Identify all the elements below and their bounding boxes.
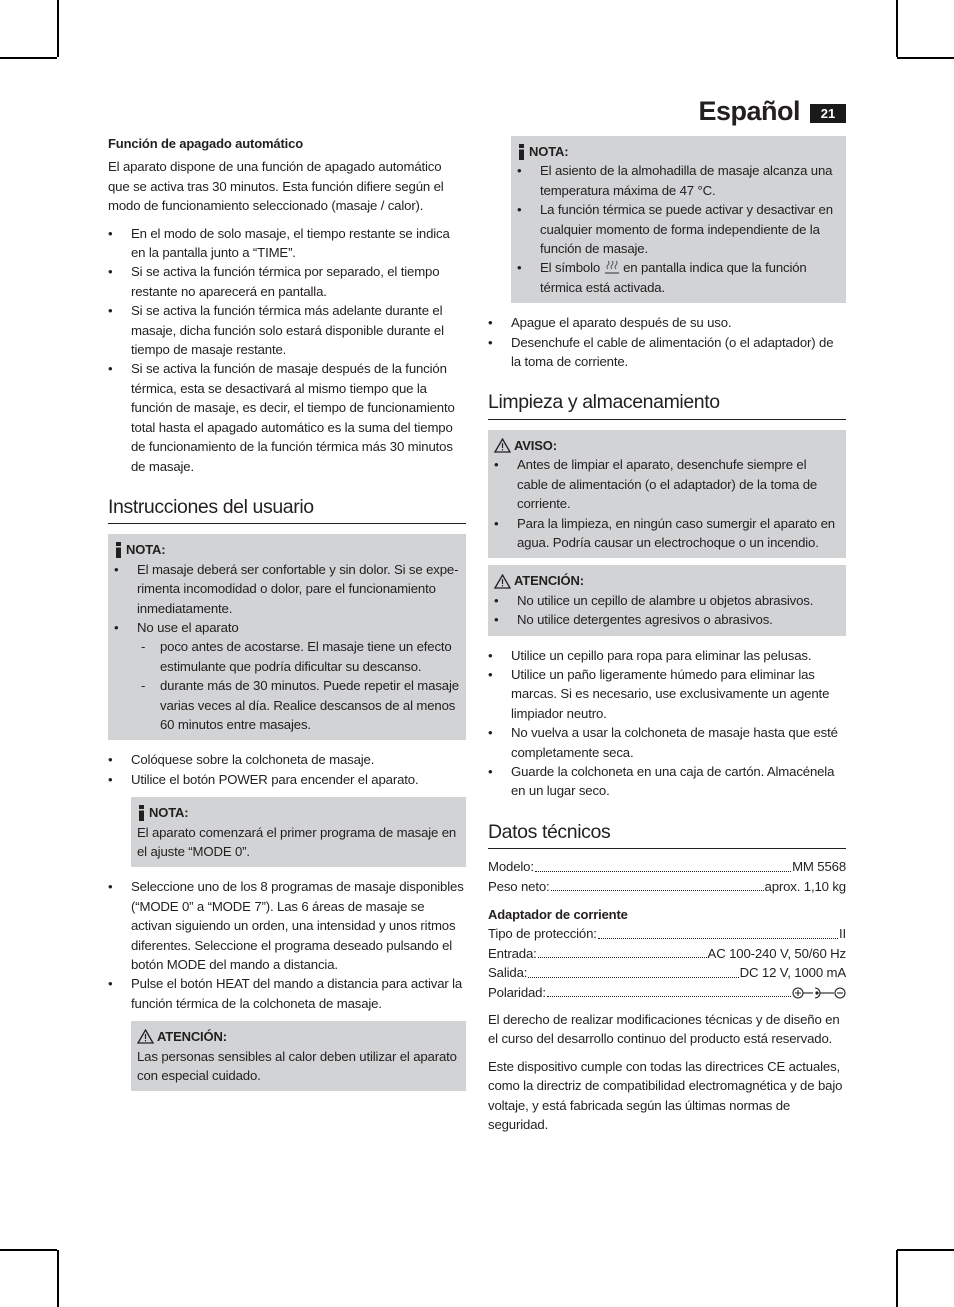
crop-mark (57, 0, 59, 57)
crop-mark (897, 1249, 954, 1251)
list-item: • Si se activa la función térmica más adelante durante el masaje, dicha función solo estará disponible durante el tiempo de masaje restante. (108, 301, 466, 359)
list-item: • Utilice un paño ligeramente húmedo para eliminar las marcas. Si es necesario, use exclusivamente un agente limpiador neutro. (488, 665, 846, 723)
list-item: • Apague el aparato después de su uso. (488, 313, 846, 332)
spec-row (488, 877, 846, 896)
page-header (698, 96, 846, 127)
note-list (114, 560, 460, 735)
symbol-text-after: en pantalla indica que la función térmica está activada. (540, 260, 807, 295)
list-item: • Antes de limpiar el aparato, desenchufe siempre el cable de alimentación (o el adaptador) de la toma de corriente. (494, 455, 840, 513)
note-title (137, 803, 460, 822)
spec-label: Polaridad: (488, 984, 546, 1000)
list-item: • Utilice el botón POWER para encender el aparato. (108, 770, 466, 789)
note-title (114, 540, 460, 559)
crop-mark (0, 57, 57, 59)
list-item: • Utilice un cepillo para ropa para eliminar las pelusas. (488, 646, 846, 665)
spec-label: Peso neto: (488, 878, 550, 894)
spec-label: Modelo: (488, 859, 534, 875)
spec-row (488, 963, 846, 982)
spec-row (488, 857, 846, 876)
list-item: • Guarde la colchoneta en una caja de cartón. Almacénela en un lugar seco. (488, 762, 846, 801)
list-item: • Para la limpieza, en ningún caso sumergir el aparato en agua. Podría causar un electrochoque o un incendio. (494, 514, 840, 553)
symbol-text-before: El símbolo (540, 260, 601, 276)
spec-value: AC 100-240 V, 50/60 Hz (707, 945, 846, 961)
instruction-list (108, 750, 466, 789)
note-label: NOTA: (126, 542, 166, 558)
adapter-table (488, 924, 846, 1002)
crop-mark (896, 0, 898, 57)
language-title: Español (698, 96, 800, 126)
list-item: • La función térmica se puede activar y desactivar en cualquier momento de forma independiente de la función de masaje. (517, 200, 840, 258)
sub-list-item: - poco antes de acostarse. El masaje tiene un efecto estimulante que podría dificultar su descanso. (137, 637, 460, 676)
note-label: NOTA: (149, 805, 189, 821)
caution-title (494, 571, 840, 590)
left-column (108, 134, 466, 1101)
warning-triangle-icon (494, 574, 511, 589)
crop-mark (0, 1249, 57, 1251)
note-list (517, 161, 840, 297)
list-item: • No utilice detergentes agresivos o abrasivos. (494, 610, 840, 629)
right-column (488, 136, 846, 1142)
auto-off-intro: El aparato dispone de una función de apagado automático que se activa tras 30 minutos. Esta función difiere según el modo de funcionamiento seleccionado (masaje / calor). (108, 159, 444, 214)
spec-value: II (838, 926, 846, 942)
list-item: • El masaje deberá ser confortable y sin dolor. Si se experimenta incomodidad o dolor, pare el funcionamiento inmediatamente. (114, 560, 460, 618)
caution-list (494, 591, 840, 630)
list-item (114, 618, 460, 734)
sub-list (137, 637, 460, 734)
list-item: • Pulse el botón HEAT del mando a distancia para activar la función térmica de la colchoneta de masaje. (108, 974, 466, 1013)
list-item: • Si se activa la función térmica por separado, el tiempo restante no aparecerá en pantalla. (108, 262, 466, 301)
caution-box (131, 1021, 466, 1091)
caution-text: Las personas sensibles al calor deben utilizar el aparato con especial cuidado. (137, 1048, 457, 1084)
modification-note: El derecho de realizar modificaciones técnicas y de diseño en el curso del desarrollo continuo del producto está reservado. (488, 1012, 840, 1047)
note-box (108, 534, 466, 740)
spec-label: Entrada: (488, 945, 537, 961)
section-heading-user-instructions: Instrucciones del usuario (108, 498, 466, 524)
note-box (131, 797, 466, 867)
info-icon (517, 144, 526, 160)
note-title (517, 142, 840, 161)
spec-value: MM 5568 (792, 859, 846, 875)
caution-title (137, 1027, 460, 1046)
caution-box (488, 565, 846, 635)
list-item: • Desenchufe el cable de alimentación (o el adaptador) de la toma de corriente. (488, 333, 846, 372)
spec-table (488, 857, 846, 896)
after-use-list (488, 313, 846, 371)
warning-list (494, 455, 840, 552)
list-item: • Colóquese sobre la colchoneta de masaje. (108, 750, 466, 769)
caution-label: ATENCIÓN: (514, 573, 584, 589)
list-item: • Si se activa la función de masaje después de la función térmica, esta se desactivará al mismo tiempo que la función de masaje, es decir, el tiempo de funcionamiento total hasta el apagado automático es la suma del tiempo de funcionamiento de la función térmica más 30 minutos de masaje. (108, 359, 466, 475)
page-number: 21 (810, 104, 846, 123)
warning-label: AVISO: (514, 437, 557, 453)
spec-label: Salida: (488, 965, 528, 981)
adapter-title: Adaptador de corriente (488, 907, 628, 922)
note-box (511, 136, 846, 303)
auto-off-list (108, 224, 466, 476)
spec-row (488, 944, 846, 963)
note-text: El aparato comenzará el primer programa de masaje en el ajuste “MODE 0”. (137, 824, 457, 859)
crop-mark (897, 57, 954, 59)
section-heading-cleaning: Limpieza y almacenamiento (488, 393, 846, 419)
ce-compliance-note: Este dispositivo cumple con todas las directrices CE actuales, como la directriz de compatibilidad electromagnética y de bajo voltaje, y está fabricada según las últimas normas de seguridad. (488, 1058, 843, 1133)
caution-label: ATENCIÓN: (157, 1029, 227, 1045)
cleaning-list (488, 646, 846, 801)
warning-box (488, 430, 846, 558)
auto-off-title: Función de apagado automático (108, 136, 303, 151)
list-item (517, 258, 840, 297)
info-icon (137, 805, 146, 821)
heat-symbol-icon (604, 260, 620, 274)
polarity-symbol-icon (792, 986, 846, 1000)
list-item: • Seleccione uno de los 8 programas de masaje disponibles (“MODE 0” a “MODE 7”). Las 6 áreas de masaje se activan siguiendo un orden, una intensidad y unos ritmos diferentes. Seleccione el programa deseado pulsando el botón MODE del mando a distancia. (108, 877, 466, 974)
info-icon (114, 542, 123, 558)
section-heading-tech-data: Datos técnicos (488, 823, 846, 849)
sub-list-item: - durante más de 30 minutos. Puede repetir el masaje varias veces al día. Realice descansos de al menos 60 minutos entre masajes. (137, 676, 460, 734)
spec-value: DC 12 V, 1000 mA (739, 965, 846, 981)
warning-triangle-icon (137, 1029, 154, 1044)
note-label: NOTA: (529, 144, 569, 159)
instruction-list (108, 877, 466, 1013)
warning-triangle-icon (494, 438, 511, 453)
list-item-text: No use el aparato (137, 619, 239, 635)
spec-row (488, 924, 846, 943)
list-item: • No utilice un cepillo de alambre u objetos abrasivos. (494, 591, 840, 610)
spec-label: Tipo de protección: (488, 926, 597, 942)
crop-mark (896, 1250, 898, 1307)
spec-row (488, 983, 846, 1002)
list-item: • En el modo de solo masaje, el tiempo restante se indica en la pantalla junto a “TIME”. (108, 224, 466, 263)
list-item: • No vuelva a usar la colchoneta de masaje hasta que esté completamente seca. (488, 723, 846, 762)
list-item: • El asiento de la almohadilla de masaje alcanza una temperatura máxima de 47 °C. (517, 161, 840, 200)
crop-mark (57, 1250, 59, 1307)
spec-value: aprox. 1,10 kg (764, 878, 846, 894)
warning-title (494, 436, 840, 455)
